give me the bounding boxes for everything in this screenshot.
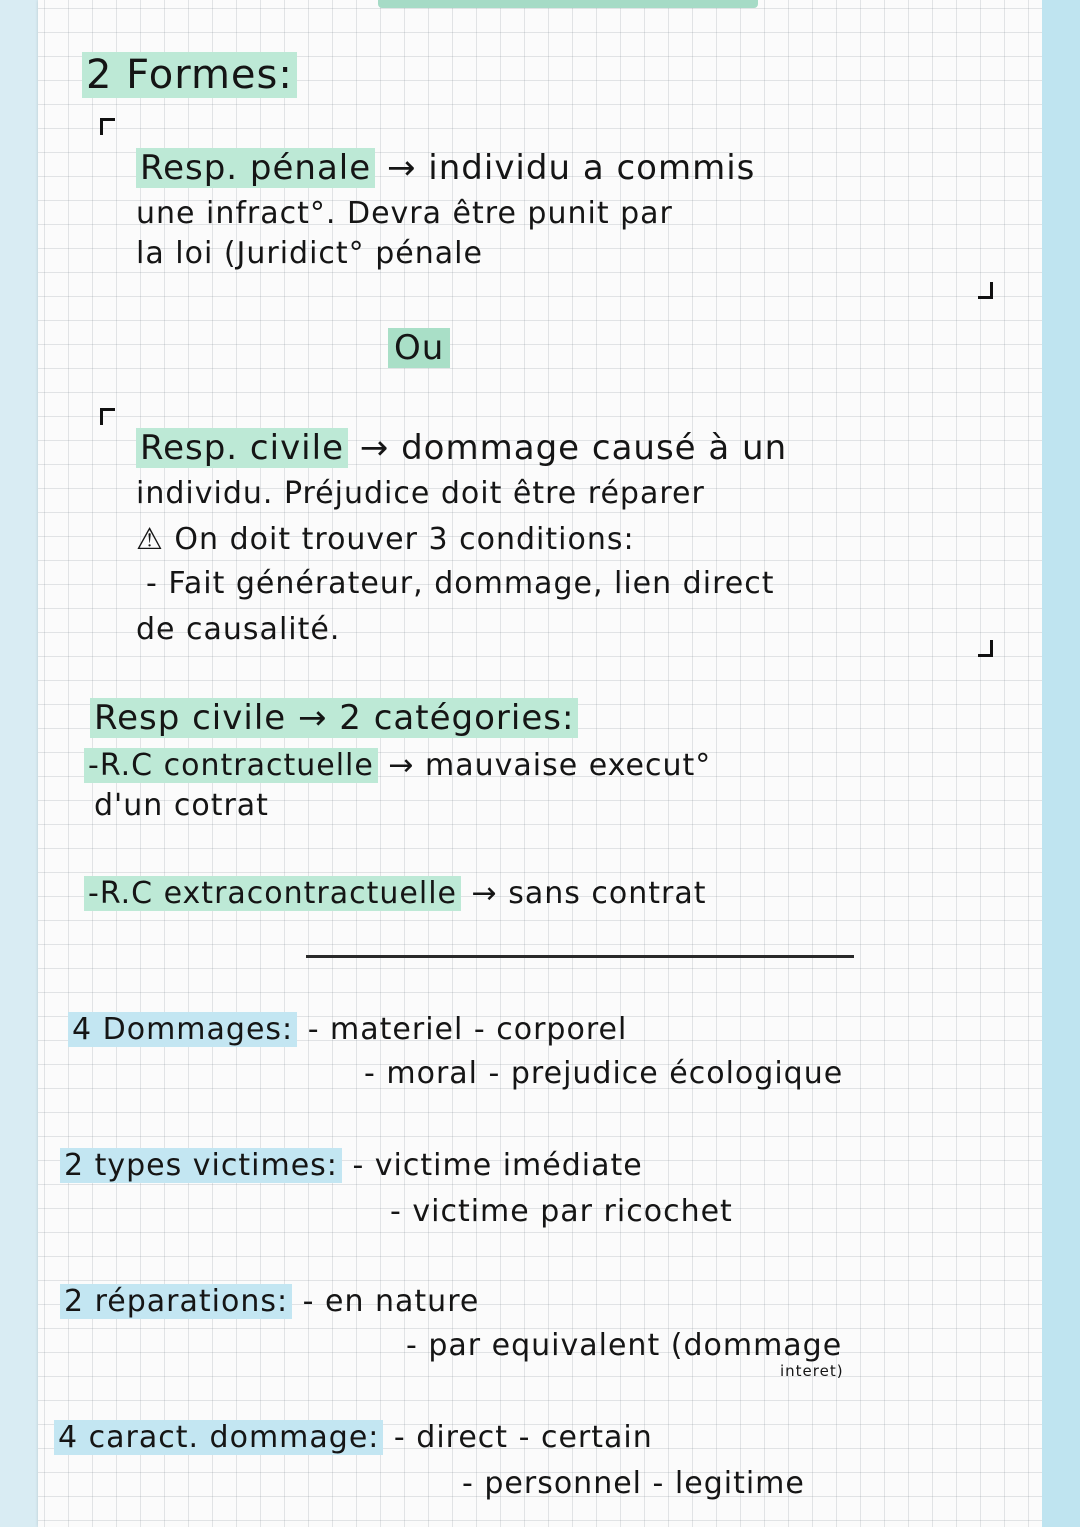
civile-line-1: Resp. civile → dommage causé à un [136,428,787,468]
civile-line-4: - Fait générateur, dommage, lien direct [146,566,775,601]
penale-line-2: une infract°. Devra être punit par [136,196,673,231]
reparations-line-2: - par equivalent (dommage [406,1328,843,1363]
dommages-line-2: - moral - prejudice écologique [364,1056,844,1091]
bracket-bottom-right [978,640,993,657]
reparations-label: 2 réparations: [60,1284,292,1319]
categories-heading: Resp civile → 2 catégories: [90,698,578,738]
section-title [82,52,297,98]
civile-line-3: ⚠ On doit trouver 3 conditions: [136,522,635,557]
penale-line-3: la loi (Juridict° pénale [136,236,483,271]
caract-line-2: - personnel - legitime [462,1466,805,1501]
notebook-page [38,0,1042,1527]
reparations-small-note: interet) [780,1362,844,1380]
civile-line-5: de causalité. [136,612,341,647]
divider-line [306,955,854,958]
bracket-top-left [100,118,115,135]
contract-label: -R.C contractuelle [84,748,378,783]
victimes-line-2: - victime par ricochet [390,1194,733,1229]
bracket-top-left [100,408,115,425]
civile-label: Resp. civile [136,428,348,468]
caract-label: 4 caract. dommage: [54,1420,383,1455]
victimes-line-1: 2 types victimes: - victime imédiate [60,1148,643,1183]
extra-contract-label: -R.C extracontractuelle [84,876,461,911]
top-highlight-tab [378,0,758,8]
or-separator: Ou [388,328,450,368]
extra-contract-line: -R.C extracontractuelle → sans contrat [84,876,707,911]
civile-line-2: individu. Préjudice doit être réparer [136,476,705,511]
dommages-line-1: 4 Dommages: - materiel - corporel [68,1012,627,1047]
contract-line-1: -R.C contractuelle → mauvaise execut° [84,748,711,783]
right-blue-margin [1042,0,1080,1527]
dommages-label: 4 Dommages: [68,1012,297,1047]
caract-line-1: 4 caract. dommage: - direct - certain [54,1420,653,1455]
victimes-label: 2 types victimes: [60,1148,342,1183]
contract-line-2: d'un cotrat [94,788,269,823]
bracket-bottom-right [978,282,993,299]
title-highlight: 2 Formes: [82,52,297,98]
penale-line-1: Resp. pénale → individu a commis [136,148,755,188]
penale-label: Resp. pénale [136,148,375,188]
reparations-line-1: 2 réparations: - en nature [60,1284,479,1319]
